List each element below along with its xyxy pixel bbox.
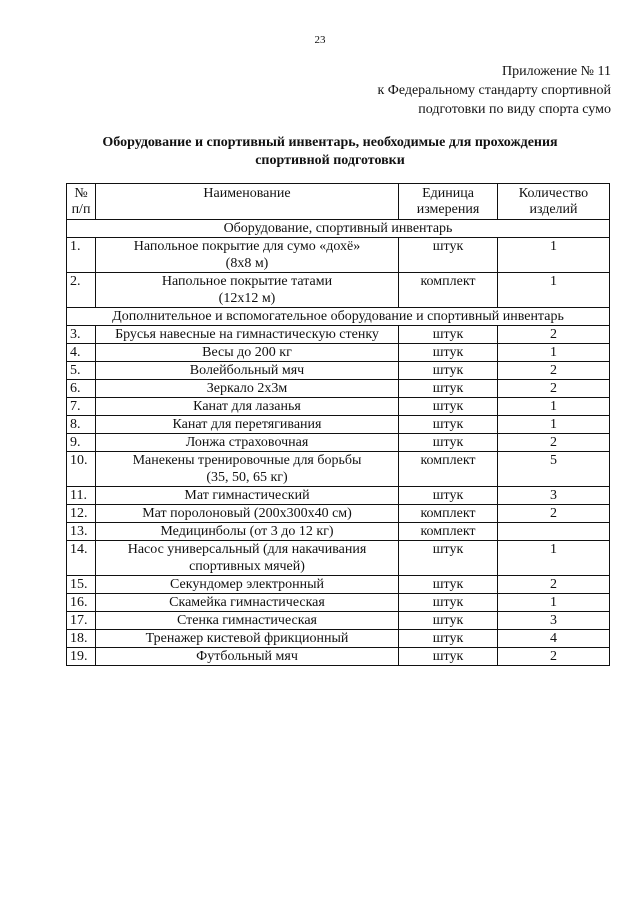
- row-number: 8.: [67, 416, 96, 434]
- item-unit: штук: [399, 594, 498, 612]
- row-number: 3.: [67, 326, 96, 344]
- item-name: [96, 594, 399, 612]
- item-unit: штук: [399, 541, 498, 576]
- table-header-row: [67, 184, 610, 220]
- item-unit: штук: [399, 434, 498, 452]
- table-row: [67, 487, 610, 505]
- header-text: измерения: [416, 202, 480, 217]
- item-name-line: Манекены тренировочные для борьбы: [132, 453, 362, 468]
- table-row: [67, 416, 610, 434]
- item-quantity: 2: [498, 434, 610, 452]
- item-name: [96, 612, 399, 630]
- table-row: [67, 452, 610, 487]
- section-header-row: [67, 308, 610, 326]
- section-title: Дополнительное и вспомогательное оборудование и спортивный инвентарь: [67, 308, 610, 326]
- item-name-line: Секундомер электронный: [170, 577, 324, 592]
- item-unit: штук: [399, 398, 498, 416]
- item-name-line: Скамейка гимнастическая: [169, 595, 325, 610]
- table-body: [67, 220, 610, 666]
- appendix-line: Приложение № 11: [502, 64, 611, 79]
- title-line: Оборудование и спортивный инвентарь, необходимые для прохождения: [102, 135, 558, 150]
- item-quantity: 1: [498, 344, 610, 362]
- item-name: [96, 505, 399, 523]
- header-text: Наименование: [203, 186, 291, 201]
- row-number: 9.: [67, 434, 96, 452]
- item-name: [96, 487, 399, 505]
- header-text: п/п: [71, 202, 91, 217]
- item-quantity: [498, 523, 610, 541]
- title-line: спортивной подготовки: [255, 153, 405, 168]
- row-number: 10.: [67, 452, 96, 487]
- item-quantity: 5: [498, 452, 610, 487]
- row-number: 5.: [67, 362, 96, 380]
- item-name-line: Канат для перетягивания: [172, 417, 322, 432]
- item-quantity: 2: [498, 648, 610, 666]
- table-row: [67, 273, 610, 308]
- item-quantity: 4: [498, 630, 610, 648]
- document-title: [60, 134, 600, 170]
- item-quantity: 1: [498, 273, 610, 308]
- item-quantity: 2: [498, 326, 610, 344]
- item-name-line: Брусья навесные на гимнастическую стенку: [115, 327, 379, 342]
- table-row: [67, 541, 610, 576]
- item-name: [96, 238, 399, 273]
- item-quantity: 1: [498, 541, 610, 576]
- item-unit: комплект: [399, 273, 498, 308]
- row-number: 19.: [67, 648, 96, 666]
- table-row: [67, 594, 610, 612]
- table-row: [67, 523, 610, 541]
- item-unit: штук: [399, 362, 498, 380]
- item-unit: штук: [399, 612, 498, 630]
- item-name-line: (35, 50, 65 кг): [206, 470, 288, 485]
- item-unit: штук: [399, 238, 498, 273]
- header-text: №: [74, 186, 88, 201]
- item-unit: комплект: [399, 523, 498, 541]
- item-unit: комплект: [399, 452, 498, 487]
- table-row: [67, 380, 610, 398]
- item-unit: штук: [399, 416, 498, 434]
- item-name: [96, 523, 399, 541]
- row-number: 2.: [67, 273, 96, 308]
- item-name: [96, 630, 399, 648]
- equipment-table: [66, 183, 610, 666]
- item-name-line: Тренажер кистевой фрикционный: [145, 631, 349, 646]
- item-name-line: Зеркало 2х3м: [206, 381, 288, 396]
- table-row: [67, 326, 610, 344]
- section-header-row: [67, 220, 610, 238]
- item-name-line: Весы до 200 кг: [202, 345, 292, 360]
- item-name-line: спортивных мячей): [189, 559, 305, 574]
- item-unit: штук: [399, 576, 498, 594]
- header-name: [96, 184, 399, 220]
- item-quantity: 3: [498, 612, 610, 630]
- item-name: [96, 452, 399, 487]
- header-number: [67, 184, 96, 220]
- item-quantity: 2: [498, 362, 610, 380]
- table-row: [67, 630, 610, 648]
- appendix-line: подготовки по виду спорта сумо: [418, 102, 611, 117]
- item-name-line: Футбольный мяч: [196, 649, 298, 664]
- row-number: 13.: [67, 523, 96, 541]
- row-number: 7.: [67, 398, 96, 416]
- item-quantity: 2: [498, 380, 610, 398]
- item-unit: комплект: [399, 505, 498, 523]
- item-name-line: Мат поролоновый (200х300х40 см): [142, 506, 352, 521]
- item-name: [96, 648, 399, 666]
- row-number: 17.: [67, 612, 96, 630]
- row-number: 18.: [67, 630, 96, 648]
- item-quantity: 2: [498, 505, 610, 523]
- item-quantity: 3: [498, 487, 610, 505]
- item-quantity: 1: [498, 238, 610, 273]
- row-number: 11.: [67, 487, 96, 505]
- row-number: 4.: [67, 344, 96, 362]
- item-unit: штук: [399, 630, 498, 648]
- table-row: [67, 434, 610, 452]
- item-unit: штук: [399, 648, 498, 666]
- item-unit: штук: [399, 344, 498, 362]
- item-unit: штук: [399, 380, 498, 398]
- item-quantity: 1: [498, 398, 610, 416]
- header-text: изделий: [529, 202, 578, 217]
- appendix-line: к Федеральному стандарту спортивной: [377, 83, 611, 98]
- table-row: [67, 648, 610, 666]
- table-row: [67, 576, 610, 594]
- row-number: 1.: [67, 238, 96, 273]
- item-name-line: Насос универсальный (для накачивания: [127, 542, 367, 557]
- row-number: 16.: [67, 594, 96, 612]
- table-row: [67, 362, 610, 380]
- header-text: Количество: [518, 186, 589, 201]
- item-name-line: (12х12 м): [218, 291, 276, 306]
- table-row: [67, 612, 610, 630]
- item-name: [96, 416, 399, 434]
- row-number: 12.: [67, 505, 96, 523]
- item-name: [96, 326, 399, 344]
- item-name: [96, 541, 399, 576]
- item-name: [96, 344, 399, 362]
- page-number: 23: [314, 34, 326, 46]
- item-quantity: 1: [498, 416, 610, 434]
- item-name-line: Напольное покрытие для сумо «дохё»: [133, 239, 361, 254]
- item-name: [96, 362, 399, 380]
- table-row: [67, 505, 610, 523]
- header-unit: [399, 184, 498, 220]
- row-number: 6.: [67, 380, 96, 398]
- row-number: 15.: [67, 576, 96, 594]
- item-name: [96, 380, 399, 398]
- table-row: [67, 398, 610, 416]
- section-title: Оборудование, спортивный инвентарь: [67, 220, 610, 238]
- item-name-line: Лонжа страховочная: [185, 435, 309, 450]
- item-name: [96, 273, 399, 308]
- table-row: [67, 344, 610, 362]
- item-name-line: Напольное покрытие татами: [161, 274, 333, 289]
- header-quantity: [498, 184, 610, 220]
- table-row: [67, 238, 610, 273]
- item-name-line: (8х8 м): [225, 256, 269, 271]
- item-name-line: Канат для лазанья: [193, 399, 301, 414]
- appendix-header: [377, 62, 611, 119]
- item-name: [96, 398, 399, 416]
- header-text: Единица: [422, 186, 474, 201]
- item-name-line: Медицинболы (от 3 до 12 кг): [160, 524, 334, 539]
- item-unit: штук: [399, 326, 498, 344]
- item-name-line: Волейбольный мяч: [189, 363, 305, 378]
- item-name-line: Мат гимнастический: [184, 488, 310, 503]
- item-quantity: 1: [498, 594, 610, 612]
- item-name: [96, 434, 399, 452]
- item-name-line: Стенка гимнастическая: [177, 613, 317, 628]
- row-number: 14.: [67, 541, 96, 576]
- item-quantity: 2: [498, 576, 610, 594]
- item-unit: штук: [399, 487, 498, 505]
- item-name: [96, 576, 399, 594]
